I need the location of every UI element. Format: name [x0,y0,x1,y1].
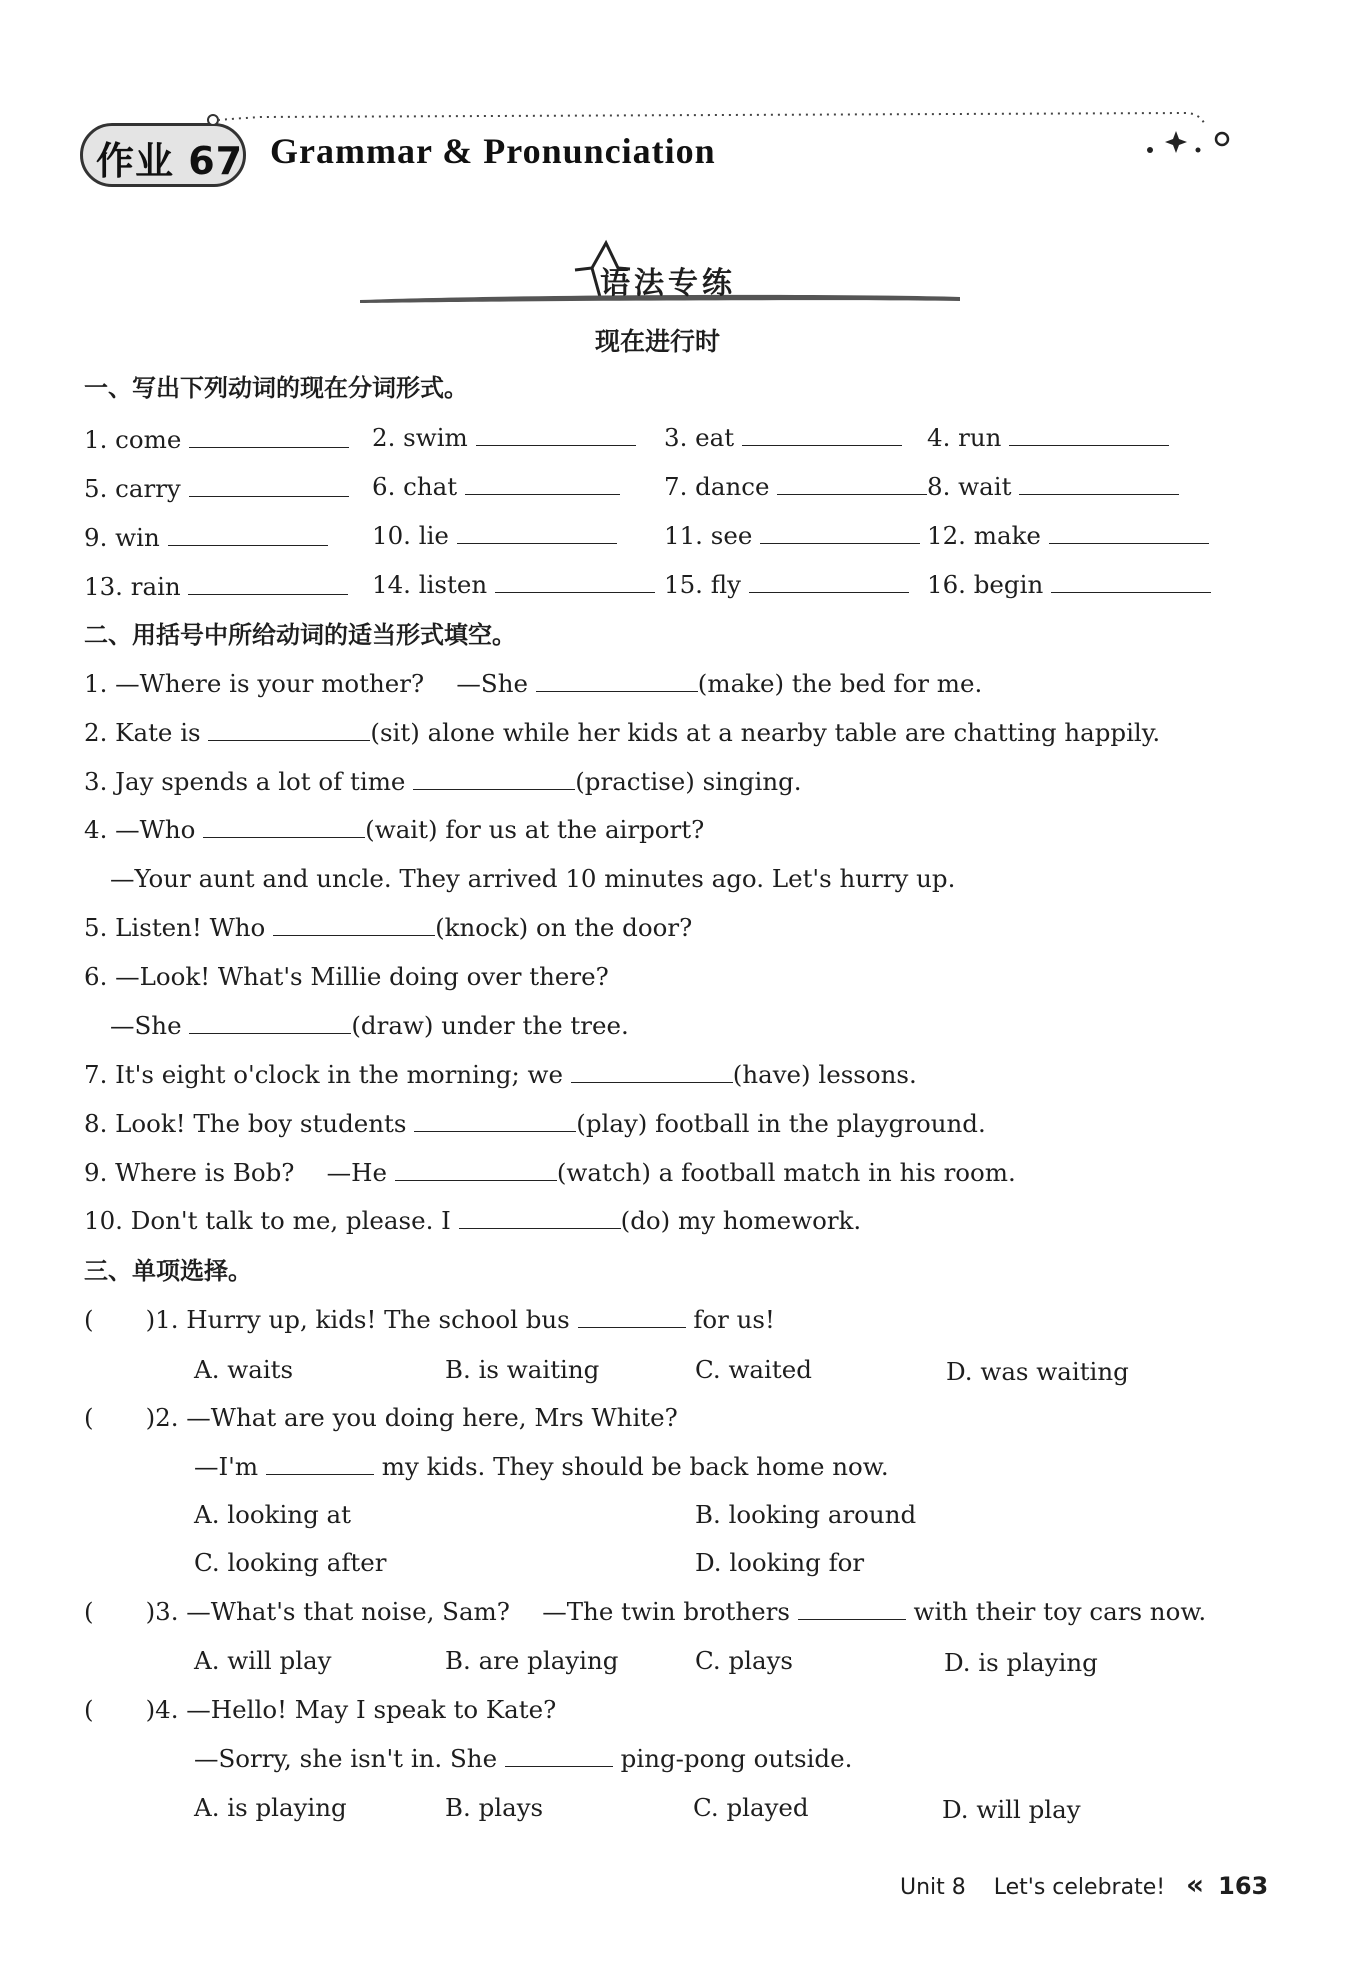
choice-question-3: ( )3. —What's that noise, Sam? —The twin brothers with their toy cars now. [84,1597,1207,1626]
choice-question-4: ( )4. —Hello! May I speak to Kate? [84,1695,557,1724]
verb-item: 5. carry [84,474,349,504]
answer-blank[interactable] [395,1158,557,1181]
answer-blank[interactable] [188,572,348,595]
choice-option[interactable]: A. looking at [194,1500,351,1529]
answer-paren[interactable]: ( [84,1695,94,1724]
verb-item: 1. come [84,425,349,455]
choice-option[interactable]: D. is playing [944,1648,1098,1677]
fill-question-6-answer: —She (draw) under the tree. [110,1011,629,1040]
answer-blank [798,1597,906,1620]
answer-blank[interactable] [495,570,655,593]
answer-blank [505,1744,613,1767]
answer-blank[interactable] [208,718,370,741]
answer-blank[interactable] [476,423,636,446]
fill-question-2: 2. Kate is (sit) alone while her kids at a nearby table are chatting happily. [84,718,1161,747]
answer-blank[interactable] [413,767,575,790]
answer-blank[interactable] [203,815,365,838]
fill-question-7: 7. It's eight o'clock in the morning; we (have) lessons. [84,1060,917,1089]
choice-option[interactable]: C. looking after [194,1548,387,1577]
choice-question-1: ( )1. Hurry up, kids! The school bus for us! [84,1305,775,1334]
fill-question-10: 10. Don't talk to me, please. I (do) my homework. [84,1206,862,1235]
answer-blank[interactable] [1019,472,1179,495]
answer-blank[interactable] [1049,521,1209,544]
verb-item: 16. begin [927,570,1211,600]
answer-blank[interactable] [1051,570,1211,593]
fill-question-4-answer: —Your aunt and uncle. They arrived 10 minutes ago. Let's hurry up. [110,864,956,893]
verb-item: 8. wait [927,472,1179,502]
verb-item: 7. dance [664,472,927,502]
answer-blank [578,1305,686,1328]
choice-option[interactable]: D. was waiting [946,1357,1129,1386]
answer-blank [266,1452,374,1475]
answer-blank[interactable] [749,570,909,593]
answer-blank[interactable] [1009,423,1169,446]
verb-item: 12. make [927,521,1209,551]
unit-label: Unit 8 [900,1875,966,1900]
double-chevron-left-icon: « [1186,1868,1205,1901]
fill-question-3: 3. Jay spends a lot of time (practise) singing. [84,767,802,796]
sparkle-icon [1140,125,1230,165]
answer-paren[interactable]: ( [84,1597,94,1626]
page-footer [900,1868,1268,1901]
verb-item: 3. eat [664,423,902,453]
verb-item: 4. run [927,423,1169,453]
verb-item: 14. listen [372,570,655,600]
page-number: 163 [1218,1872,1269,1900]
choice-option[interactable]: B. is waiting [445,1355,600,1384]
answer-blank[interactable] [273,913,435,936]
choice-option[interactable]: A. is playing [194,1793,347,1822]
choice-question-2: ( )2. —What are you doing here, Mrs White? [84,1403,678,1432]
choice-option[interactable]: A. waits [194,1355,294,1384]
choice-option[interactable]: C. plays [695,1646,793,1675]
choice-option[interactable]: C. waited [695,1355,812,1384]
choice-question-4-response: —Sorry, she isn't in. She ping-pong outside. [194,1744,853,1773]
answer-blank[interactable] [742,423,902,446]
choice-option[interactable]: B. plays [445,1793,544,1822]
section-subtitle: 现在进行时 [594,327,720,356]
choice-option[interactable]: D. looking for [695,1548,865,1577]
verb-item: 11. see [664,521,920,551]
decorative-dotted-line [200,103,1230,133]
choice-option[interactable]: C. played [693,1793,809,1822]
verb-item: 6. chat [372,472,620,502]
fill-question-8: 8. Look! The boy students (play) football in the playground. [84,1109,986,1138]
page-title: Grammar & Pronunciation [270,131,716,171]
answer-blank[interactable] [777,472,927,495]
answer-blank[interactable] [571,1060,733,1083]
choice-question-2-response: —I'm my kids. They should be back home now. [194,1452,889,1481]
section-title: 语法专练 [600,266,736,301]
verb-item: 2. swim [372,423,636,453]
fill-question-6: 6. —Look! What's Millie doing over there? [84,962,609,991]
fill-question-4: 4. —Who (wait) for us at the airport? [84,815,705,844]
verb-item: 15. fly [664,570,909,600]
answer-blank[interactable] [760,521,920,544]
answer-blank[interactable] [189,1011,351,1034]
choice-option[interactable]: B. looking around [695,1500,917,1529]
answer-blank[interactable] [189,474,349,497]
unit-title: Let's celebrate! [993,1875,1166,1900]
choice-option[interactable]: A. will play [194,1646,332,1675]
answer-blank[interactable] [457,521,617,544]
choice-option[interactable]: B. are playing [445,1646,619,1675]
verb-item: 10. lie [372,521,617,551]
answer-paren[interactable]: ( [84,1403,94,1432]
verb-item: 9. win [84,523,328,553]
answer-blank[interactable] [414,1109,576,1132]
answer-blank[interactable] [459,1206,621,1229]
answer-blank[interactable] [536,669,698,692]
answer-paren[interactable]: ( [84,1305,94,1334]
verb-item: 13. rain [84,572,348,602]
answer-blank[interactable] [189,425,349,448]
choice-option[interactable]: D. will play [942,1795,1081,1824]
fill-question-1: 1. —Where is your mother? —She (make) the bed for me. [84,669,983,698]
part1-heading: 一、写出下列动词的现在分词形式。 [84,374,468,402]
fill-question-9: 9. Where is Bob? —He (watch) a football match in his room. [84,1158,1016,1187]
answer-blank[interactable] [168,523,328,546]
part3-heading: 三、单项选择。 [84,1257,252,1285]
homework-number: 作业 67 [96,139,244,183]
answer-blank[interactable] [465,472,620,495]
part2-heading: 二、用括号中所给动词的适当形式填空。 [84,621,516,649]
fill-question-5: 5. Listen! Who (knock) on the door? [84,913,693,942]
